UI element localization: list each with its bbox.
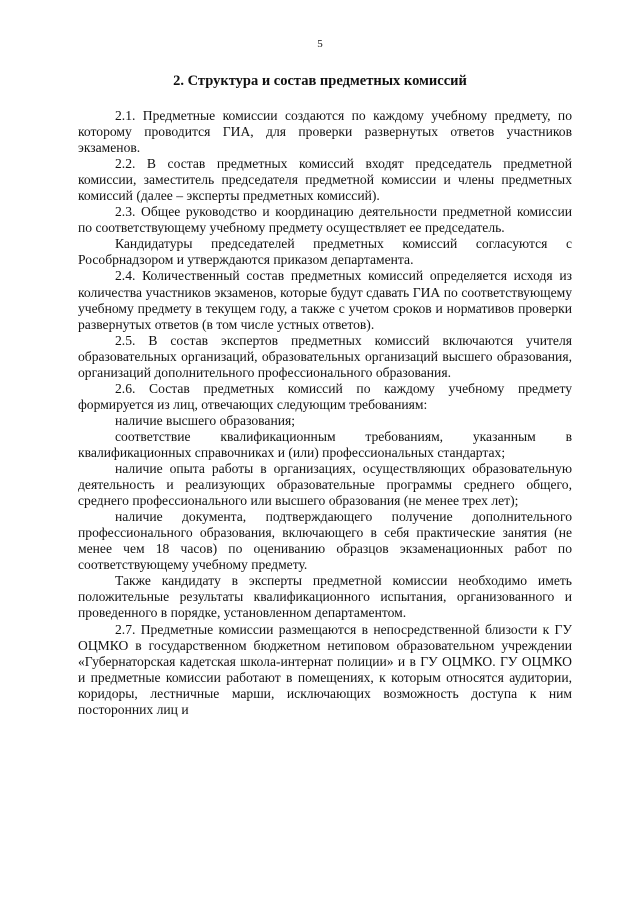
paragraph-2-5: 2.5. В состав экспертов предметных комиссий включаются учителя образовательных организаций, образовательных организаций высшего образования, организаций дополнительного профессионального образования. — [78, 332, 572, 380]
paragraph-2-2: 2.2. В состав предметных комиссий входят председатель предметной комиссии, заместитель председателя предметной комиссии и члены предметных комиссий (далее – эксперты предметных комиссий). — [78, 156, 572, 204]
paragraph-2-4: 2.4. Количественный состав предметных комиссий определяется исходя из количества участников экзаменов, которые будут сдавать ГИА по соответствующему учебному предмету в текущем году, а также с учетом сроков и нормативов проверки развернутых ответов (в том числе устных ответов). — [78, 268, 572, 332]
requirement-qualification: соответствие квалификационным требованиям, указанным в квалификационных справочниках и (или) профессиональных стандартах; — [78, 428, 572, 460]
paragraph-2-6: 2.6. Состав предметных комиссий по каждому учебному предмету формируется из лиц, отвечающих следующим требованиям: — [78, 380, 572, 412]
paragraph-2-3: 2.3. Общее руководство и координацию деятельности предметной комиссии по соответствующему учебному предмету осуществляет ее председатель. — [78, 204, 572, 236]
paragraph-chairs: Кандидатуры председателей предметных комиссий согласуются с Рособрнадзором и утверждаются приказом департамента. — [78, 236, 572, 268]
requirement-experience: наличие опыта работы в организациях, осуществляющих образовательную деятельность и реализующих образовательные программы среднего общего, среднего профессионального или высшего образования (не менее трех лет); — [78, 461, 572, 509]
paragraph-qualification-test: Также кандидату в эксперты предметной комиссии необходимо иметь положительные результаты квалификационного испытания, организованного и проведенного в порядке, установленном департаментом. — [78, 573, 572, 621]
paragraph-2-7: 2.7. Предметные комиссии размещаются в непосредственной близости к ГУ ОЦМКО в государственном бюджетном нетиповом образовательном учреждении «Губернаторская кадетская школа-интернат полиции» и в ГУ ОЦМКО. ГУ ОЦМКО и предметные комиссии работают в помещениях, к которым относятся аудитории, коридоры, лестничные марши, исключающих возможность доступа к ним посторонних лиц и — [78, 621, 572, 717]
requirement-document: наличие документа, подтверждающего получение дополнительного профессионального образования, включающего в себя практические занятия (не менее чем 18 часов) по оцениванию образцов экзаменационных работ по соответствующему учебному предмету. — [78, 509, 572, 573]
requirement-higher-education: наличие высшего образования; — [115, 412, 296, 428]
body-text — [78, 108, 572, 718]
section-heading: 2. Структура и состав предметных комиссий — [173, 73, 467, 89]
page-number: 5 — [317, 38, 323, 50]
paragraph-2-1: 2.1. Предметные комиссии создаются по каждому учебному предмету, по которому проводится ГИА, для проверки развернутых ответов участников экзаменов. — [78, 108, 572, 156]
